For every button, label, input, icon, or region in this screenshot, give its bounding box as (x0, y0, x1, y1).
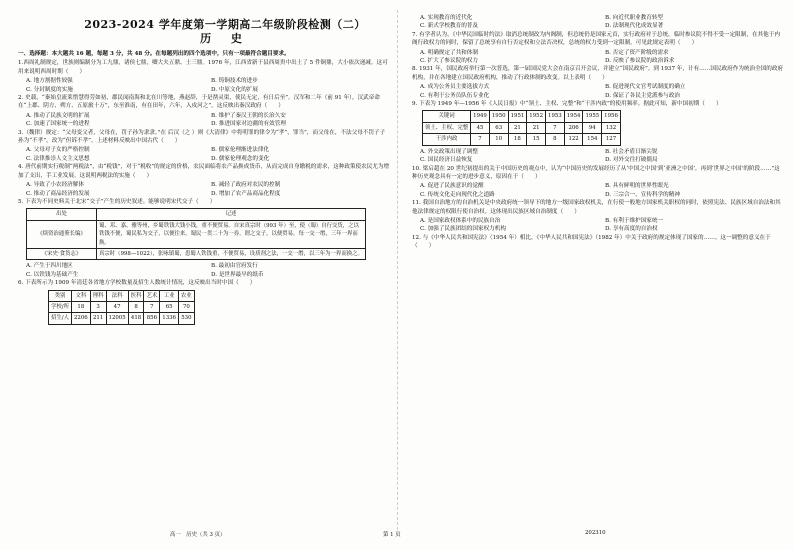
question-9: 9. 下表为 1949 年—1956 年《人民日报》中“领土、主权、完整”和“干涉内政”的使用频率。据此可知，新中国初期（ ） (412, 101, 722, 108)
question-2-options (18, 112, 390, 129)
table-cell: 招生/人 (49, 313, 72, 324)
table-cell: 《续资治通鉴长编》 (27, 220, 97, 248)
table-cell: 8 (546, 134, 565, 145)
table-cell: 154 (583, 134, 602, 145)
option: D. 推进国家对边疆的有效管理 (211, 121, 286, 128)
question-4-options (18, 181, 390, 198)
option: C. 有利于公务员队伍专业化 (420, 92, 490, 99)
option: D. 对外交往打破僵局 (605, 157, 658, 164)
footer-page-number: 第 1 页 (383, 532, 401, 538)
option: B. 促进现代文官考试制度的确立 (605, 84, 686, 91)
table-header: 1955 (583, 111, 602, 122)
option: A. 地方割据性较强 (26, 78, 73, 85)
table-cell: 94 (583, 122, 602, 133)
table-cell: 2206 (72, 313, 91, 324)
option: C. 传统文化走向现代化之道路 (420, 191, 495, 198)
option: B. 铸铜技术的进步 (211, 78, 258, 85)
option: B. 儒家伦理渐进法律化 (211, 147, 270, 154)
question-3: 3.（魏律）规定：“父母变父者，父母在，罚子孙为隶隶。”在 后汉（之 ）则《大清律》中将明罪的律令为“孝”，罪当”，而父母在，不法父母不罚子子孙为“不孝”，改为“但诉不孝”。上述材料反映出中国古代（ ） (18, 129, 386, 145)
option: B. 社会矛盾日渐尖锐 (605, 148, 658, 155)
table-cell: 10 (489, 134, 508, 145)
table-cell: 18 (72, 301, 91, 312)
table-row (423, 134, 621, 145)
table-header: 法科 (106, 290, 128, 301)
question-11: 11. 我国自治地方的自治机关是中央政府统一领导下的地方一级国家政权机关，在行使一般地方国家机关职权的同时，依照宪法、民族区域自治法和其他法律规定的权限行使自治权。这体现出民族区域自治制度（ ） (412, 200, 781, 215)
option: A. 明确规定了共和体制 (420, 49, 478, 56)
option: D. 法制现代化成效显著 (605, 23, 664, 30)
option: A. 产生于四川地区 (26, 263, 73, 270)
table-cell: 蜀、邛、嘉、雅等州，乡蜀铁钱大钱小钱，重不便贸易。自宋真宗时（993 年）至，使（蜀）自行交货，之以铁钱不便，蜀民私为交子，以便往来。蜀民一贯二十为一券，谓之交子，以便贸易，每一交一缗，三年一界而换。 (97, 220, 366, 248)
question-3-options (18, 146, 390, 163)
question-1-options (18, 77, 390, 94)
option: D. 三宗合一，宣传科学的精神 (605, 191, 680, 198)
option: B. 否定了资产阶级的需求 (605, 49, 669, 56)
table-cell: 1336 (160, 313, 179, 324)
table-cell: 211 (90, 313, 106, 324)
table-row (49, 301, 195, 312)
exam-title: 2023-2024 学年度第一学期高二年级阶段检测（二） (84, 18, 366, 31)
question-7-options (412, 49, 784, 66)
table-cell: 领土、主权、完整 (423, 122, 471, 133)
literature-table (26, 208, 366, 260)
table-cell: 132 (602, 122, 621, 133)
option: B. 减轻了政府对农民的控制 (211, 182, 281, 189)
question-5: 5. 下表为不同史料关于北宋“交子”产生的历史叙述。能够说明宋代交子（ ） (18, 198, 216, 205)
option: C. 分封制度的实施 (26, 86, 73, 93)
newspaper-table (422, 110, 621, 145)
option: B. 有利于维护国家统一 (605, 217, 664, 224)
left-column (18, 50, 390, 327)
table-header: 1954 (564, 111, 583, 122)
option: C. 国民经济日益恢复 (420, 157, 473, 164)
option: C. 加强了民族团结的国家权力机构 (420, 226, 506, 233)
table-cell: 学校/所 (49, 301, 72, 312)
table-cell: 418 (128, 313, 144, 324)
option: D. 享有高度的自治权 (605, 226, 658, 233)
option: D. 保证了各民主党派参与政治 (605, 92, 680, 99)
question-12: 12. 与《中华人民共和国宪法》（1954 年）相比，《中华人民共和国宪法》（1982 年）中关于政府的规定体现了国家的……。这一调整的意义在于（ ） (412, 234, 771, 250)
question-5-options (18, 262, 390, 279)
table-cell: 干涉内政 (423, 134, 471, 145)
question-9-options (412, 148, 784, 165)
option: D. 反映了参议院的政治诉求 (605, 58, 675, 65)
option: A. 外交政策出现了调整 (420, 148, 478, 155)
option: B. 维护了秦汉王朝的长治久安 (211, 112, 286, 119)
question-6: 6. 下表所示为 1909 年清廷各省地方学校数量及招生人数统计情况，这反映出当时中国（ ） (18, 280, 256, 287)
table-cell: 122 (564, 134, 583, 145)
table-header: 理科 (90, 290, 106, 301)
table-cell: 45 (471, 122, 490, 133)
table-cell: 12005 (106, 313, 128, 324)
question-6-options (412, 14, 784, 31)
option: A. 推动了民族文明的扩展 (26, 112, 90, 119)
table-cell: 真宗时（998—1022），张咏镇蜀，患蜀人铁钱重，不便贸易，设质剂之法，一交一缗，以三年为一界而换之。 (97, 248, 366, 259)
school-table (48, 290, 195, 325)
section-instructions: 一、选择题：本大题共 16 题，每题 3 分，共 48 分。在每题列出的四个选项中，只有一项最符合题目要求。 (18, 51, 290, 57)
table-row (49, 313, 195, 324)
table-header: 医科 (128, 290, 144, 301)
option: C. 扩大了参议院的权力 (420, 58, 478, 65)
option: C. 加速了国家统一的进程 (26, 121, 90, 128)
table-header: 1952 (527, 111, 546, 122)
table-header: 1949 (471, 111, 490, 122)
table-header: 记述 (97, 209, 366, 220)
table-header: 文科 (72, 290, 91, 301)
option: A. 导致了小农经济解体 (26, 182, 84, 189)
table-header: 艺术 (144, 290, 160, 301)
option: D. 儒家伦理观念的变化 (211, 155, 270, 162)
table-cell: 7 (144, 301, 160, 312)
table-row (49, 290, 195, 301)
table-cell: 206 (564, 122, 583, 133)
table-header: 出处 (27, 209, 97, 220)
question-8: 8. 1931 年，国民政府举行第一次普选，第一届国民党大会在南京召开会议，并建立“国民政府”。到 1937 年，计有……国民政府作为统治全国的政府机构，并在各地建立国民政府机构，推动了行政体制的改变。以上表明（ ） (412, 66, 784, 81)
option: A. 父母对子女的严格控制 (26, 147, 90, 154)
table-cell: 21 (527, 122, 546, 133)
question-1: 1.西周礼制规定，世族则编制分为工九鼎，诸侯七鼎，卿大夫五鼎、士三鼎。1976 年，江西省新干县西周贵中出土了 5 件铜鼎，大小依次递减。这可用来说明西周时期（ ） (18, 60, 388, 75)
table-cell: 47 (106, 301, 128, 312)
table-cell: 530 (178, 313, 194, 324)
option: C. 新式学校教育的普及 (420, 23, 478, 30)
footer-course: 高一 历史（共 3 页） (170, 532, 226, 538)
table-header: 1950 (489, 111, 508, 122)
right-column (412, 14, 784, 252)
question-11-options (412, 217, 784, 234)
question-4: 4. 唐代前期实行税制“两税法”，由“税钱”，对于“税收”的规定的价格，农民面临将农产品换成货币，从而完成自身缴税的需求，这种政策使农民尤为增加了支出，手工业发展。这说明两税法的实施（ ） (18, 164, 390, 179)
table-header: 工业 (160, 290, 179, 301)
option: D. 是世界最早的纸币 (211, 271, 264, 278)
table-header: 农业 (178, 290, 194, 301)
option: C. 以铁钱为基础产生 (26, 271, 79, 278)
option: B. 最初由官府发行 (211, 263, 258, 270)
table-cell: 7 (471, 134, 490, 145)
option: A. 实现教育的近代化 (420, 15, 473, 21)
table-cell: 856 (144, 313, 160, 324)
table-row (27, 220, 366, 248)
table-cell: 7 (546, 122, 565, 133)
table-header: 关键词 (423, 111, 471, 122)
question-7: 7. 有学者认为，《中华民国临时约法》取消总统制改为内阁制，但总统仍是国家元首，实行政府对于总统，临时参议院不得不受一定限制，在其他于内阁行政权力的同时，保留了总统享有自行否定权和立法否决权，总统的权力受到一定限制，可见此规定表明（ ） (412, 31, 780, 47)
question-10-options (412, 182, 784, 199)
table-header: 1951 (508, 111, 527, 122)
option: B. 具有鲜明的世界性眼光 (605, 183, 669, 190)
question-2: 2. 史载，“秦始皇流莱惜慧得劳如初，郡民闻南海和北在川等地，燕赵辞，于是凿灵渠，使民无定，有日后至”。汉军和二年（前 91 年），汉武帝命在“上郡、阴方、朔方、五原旅十万”，东至淮南，有在田年，六年，入戍河之”，这反映出秦汉政府（ ） (18, 95, 380, 110)
table-cell: 《宋史·食货志》 (27, 248, 97, 259)
option: A. 促进了民族意识的觉醒 (420, 183, 484, 190)
table-row (27, 248, 366, 259)
table-cell: 127 (602, 134, 621, 145)
footer-code: 202310 (585, 530, 606, 536)
subject-title: 历 史 (200, 32, 250, 45)
table-header: 类别 (49, 290, 72, 301)
table-cell: 21 (508, 122, 527, 133)
table-cell: 65 (160, 301, 179, 312)
table-cell: 3 (90, 301, 106, 312)
option: A. 成为公务员主要选拔方式 (420, 84, 490, 91)
table-cell: 63 (489, 122, 508, 133)
option: D. 增加了农产品商品化程度 (211, 190, 281, 197)
table-cell: 8 (128, 301, 144, 312)
table-cell: 70 (178, 301, 194, 312)
table-row (423, 122, 621, 133)
option: B. 向近代职业教育转型 (605, 15, 664, 21)
option: C. 推动了商品经济的发展 (26, 190, 90, 197)
table-row (423, 111, 621, 122)
table-cell: 18 (508, 134, 527, 145)
option: A. 是国家政权体系中的民族自治 (420, 217, 501, 224)
question-10: 10. 梁启超在 20 世纪初提出的关于中国历史的观点中，认为“中国历史的发展经历了从‘中国之中国’到‘亚洲之中国’，再到‘世界之中国’的阶段……”这种历史观念具有一定的进步意义，原因在于（ ） (412, 165, 780, 180)
table-header: 1956 (602, 111, 621, 122)
table-cell: 15 (527, 134, 546, 145)
table-header: 1953 (546, 111, 565, 122)
option: D. 中原文化的扩展 (211, 86, 258, 93)
question-8-options (412, 83, 784, 100)
column-divider (397, 10, 398, 530)
option: C. 法律推崇人文主义思想 (26, 155, 90, 162)
